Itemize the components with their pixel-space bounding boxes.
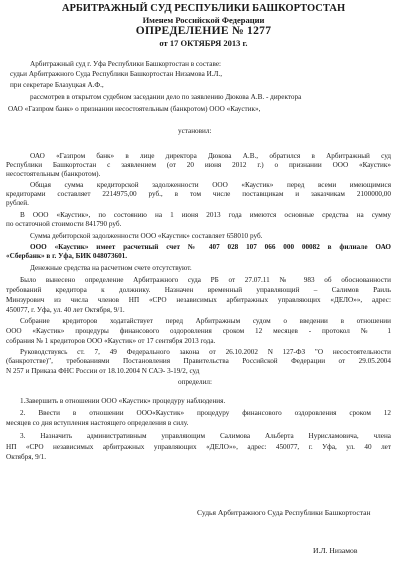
body-line: (банкротстве)", требованиями Постановления Правительства Российской Федерации от 29.05.2004: [6, 357, 391, 365]
body-line: Республики Башкортостан с заявлением (от 20 июня 2012 г.) о признании ООО «Каустик»: [6, 161, 391, 169]
intro-line: рассмотрев в открытом судебном заседании дело по заявлению Дюкова А.В. - директора: [30, 93, 302, 101]
body-line: по остаточной стоимости 841790 руб.: [6, 220, 122, 228]
in-name-of-federation: Именем Российской Федерации: [142, 15, 265, 25]
intro-line: судьи Арбитражного Суда Республики Башкортостан Низамова И.Л.,: [10, 70, 223, 78]
body-line: N 257 и Приказа ФНС России от 18.10.2004 N САЭ- 3-19/2, суд: [6, 367, 200, 375]
document-date: от 17 ОКТЯБРЯ 2013 г.: [159, 38, 248, 48]
body-line: рублей.: [6, 199, 29, 207]
body-line: «Сбербанк» в г. Уфа, БИК 048073601.: [6, 252, 128, 260]
resolution-line: месяцев со дня вступления настоящего определения в силу.: [6, 419, 189, 427]
body-line: Сумма дебиторской задолженности ООО «Каустик» составляет 658010 руб.: [30, 232, 263, 240]
body-line: несостоятельным (банкротом).: [6, 170, 101, 178]
body-line: кредиторами составляет 2214975,00 руб., в том числе поставщикам и заказчикам 2100000,00: [6, 190, 391, 198]
intro-line: ОАО «Газпром банк» о признании несостоятельным (банкротом) ООО «Каустик»,: [8, 105, 261, 113]
resolution-line: 2. Ввести в отношении ООО«Каустик» процедуру финансового оздоровления сроком 12: [20, 409, 391, 417]
established-heading: установил:: [178, 127, 212, 135]
body-line: собрания № 1 кредиторов ООО «Каустик» от 17 сентября 2013 года.: [6, 337, 216, 345]
body-line: ООО «Каустик» имеет расчетный счет № 407 028 107 066 000 00082 в филиале ОАО: [30, 243, 391, 251]
resolution-line: Октября, 9/1.: [6, 453, 47, 461]
determined-heading: определил:: [178, 378, 212, 386]
resolution-line: 1.Завершить в отношении ООО «Каустик» процедуру наблюдения.: [20, 397, 226, 405]
resolution-line: 3. Назначить административным управляющим Салимова Альберта Нурисламовича, члена: [20, 432, 391, 440]
judge-name: И.Л. Низамов: [313, 546, 358, 555]
body-line: ОАО «Газпром банк» в лице директора Дюкова А.В., обратился в Арбитражный суд: [30, 152, 391, 160]
body-line: Собрание кредиторов ходатайствует перед Арбитражным судом о введении в отношении: [20, 317, 391, 325]
body-line: ООО «Каустик» процедуры финансового оздоровления сроком 12 месяцев - протокол № 1: [6, 327, 391, 335]
body-line: требований кредитора к должнику. Назначен временный управляющий – Салимов Раиль: [6, 286, 391, 294]
body-line: Общая сумма кредиторской задолженности ООО «Каустик» перед всеми имеющимися: [30, 181, 391, 189]
body-line: 450077, г. Уфа, ул. 40 лет Октября, 9/1.: [6, 306, 125, 314]
body-line: Было вынесено определение Арбитражного суда РБ от 27.07.11 № 983 об обоснованности: [20, 276, 391, 284]
resolution-line: НП «СРО независимых арбитражных управляющих «ДЕЛО»», адрес: 450077, г. Уфа, ул. 40 лет: [6, 443, 391, 451]
judge-position: Судья Арбитражного Суда Республики Башкортостан: [197, 508, 371, 517]
body-line: Минзурович из числа членов НП «СРО независимых арбитражных управляющих «ДЕЛО»», адрес:: [6, 296, 391, 304]
body-line: В ООО «Каустик», по состоянию на 1 июня 2013 года имеются основные средства на сумму: [20, 211, 391, 219]
body-line: Руководствуясь ст. 7, 49 Федерального закона от 26.10.2002 N 127-ФЗ "О несостоятельности: [20, 348, 391, 356]
document-title: ОПРЕДЕЛЕНИЕ № 1277: [135, 25, 272, 37]
court-name: АРБИТРАЖНЫЙ СУД РЕСПУБЛИКИ БАШКОРТОСТАН: [61, 3, 346, 14]
intro-line: при секретаре Блазуцкая А.Ф.,: [10, 81, 104, 89]
body-line: Денежные средства на расчетном счете отсутствуют.: [30, 264, 192, 272]
intro-line: Арбитражный суд г. Уфа Республики Башкортостан в составе:: [30, 60, 222, 68]
